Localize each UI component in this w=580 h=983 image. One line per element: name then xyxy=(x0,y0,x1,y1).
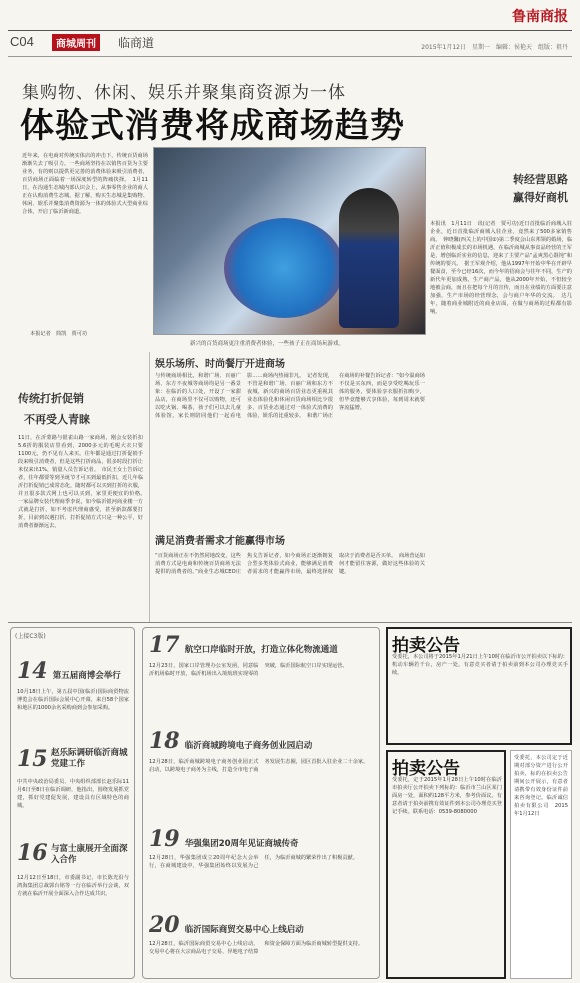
item-text: 中共中央政治局委员、中央组织部部长赵乐际11月6日至8日在临沂调研，他指出，围绕发展抓党建，抓好党建促发展，建设具有区域特色的商城。 xyxy=(17,779,129,809)
box-item-17 xyxy=(149,632,338,658)
child-figure xyxy=(339,188,399,328)
auction-text: 受委托，定于2015年1月28日上午10时在临沂市拍卖厅公开拍卖下列标的：临沂市兰山区某门面房一处，面积约128平方米，参考价面议。有意者请于拍卖前携有效证件到本公司办理竞买登记手续。联系电话：0539-8080000 xyxy=(392,777,502,815)
box-item-15 xyxy=(17,746,48,772)
item-title: 临沂国际商贸交易中心上线启动 xyxy=(184,925,304,935)
item-text: 12月23日，国家口岸管理办公室发函，同意临沂机场临时开放，临沂机场出入境航班实现零的突破，临沂国际航空口岸实现运营。 xyxy=(149,663,348,677)
auction-text: 受委托，本公司将于2015年1月21日上午10时在临沂市公开拍卖以下标的：机动车辆若干台，房产一处。有意竞买者请于拍卖前到本公司办理竞买手续。 xyxy=(392,654,568,676)
left-heading-1: 传统打折促销 xyxy=(18,392,84,405)
item-title: 第五届商博会举行 xyxy=(52,671,121,681)
subheader-divider xyxy=(8,56,572,57)
main-headline: 体验式消费将成商场趋势 xyxy=(20,106,405,146)
box-item-14 xyxy=(17,658,121,684)
item-number: 14 xyxy=(17,658,48,684)
byline: 本报记者 简凯 贾可功 xyxy=(30,331,88,337)
photo-caption: 新兴的百货商场更注重消费者体验，一些孩子正在商场玩游戏。 xyxy=(190,341,345,347)
mid-text: 与传统商场相比，和谐广场、百丽广场、东方不夜城等商场均是另一番景象：在临沂的人口处，开设了一家甜品店，在商场里不仅可以购物，还可以吃火锅、喝茶，孩子们可以去儿童体验馆，家长则陪同他们一起看电影……商场内热闹非凡。 记者发现，不管是和谐广场、百丽广场和东方不夜城，新兴的商场百货业态更重视其业态体验化和休闲百货商场相比少很多，百货业态通过对一体验式消费的体验，娱乐的比重较多。 和谐广场正在商场的补餐告诉记者：“如今温商场不仅是买东西，而是享受吃喝玩乐一体的服务，要体验享衣服折扣购少，但毕竟能够式享体验，每到周末就要客流猛增。 xyxy=(155,373,425,419)
right-column-text: 本报讯 1月11日 讯(记者 贾可功)近日首批临沂商城入驻企业，近日首批临沂商城入驻企业，竟然来了500多家销售商。 钟晓馨(西关上的中国②)第二季度会山东邦领的婚场，临沂正值积极成长的市场机遇，在临沂商城从事食品经营的王军是，增创临沂实业的信息，迎来了主要产品“孟爽黑心馄饨”和传统的要兴。 据王军观介绍，他从1997年开始中华在开辟早餐面食，至今已经16次，而今年的招商会与往年不同，生产的新代年更加成熟，生产商产品，他从2000年开始，不但较全地被会商，而且在把每个月的宣传，而且在业绩的方面要注意加强，生产市场的经营理念，会与商户年华的交流。 达几年，随着商业城附近的商业店面，在做与商场的过程都有影响。 xyxy=(430,221,572,315)
item-number: 18 xyxy=(149,728,180,754)
item-text: 12月28日，临沂国际商贸交易中心上线启动，交易中心将在大宗商品电子交易、异地电子结算和资金保障方面为临沂商城转型提供支持。 xyxy=(149,941,364,955)
news-box-middle xyxy=(142,627,380,979)
item-text: 12月28日，临沂商城跨境电子商务创业园正式启动，以跨境电子商务为主线，打造全市电子商务发展生态圈，园区首批入驻企业二十余家。 xyxy=(149,759,369,773)
item-title: 赵乐际调研临沂商城党建工作 xyxy=(51,748,128,769)
item-number: 15 xyxy=(17,746,48,772)
item-number: 19 xyxy=(149,826,180,852)
item-text: 12月12日至18日，市委副书记、市长陈光沿与鸿海集团总裁郭台铭等一行在临沂举行会谈，双方就在临沂开展全面深入合作达成共识。 xyxy=(17,875,129,897)
section-name: 临商道 xyxy=(118,36,155,50)
item-title: 华强集团20周年见证商城传奇 xyxy=(184,839,299,849)
lead-paragraph: 近年来，在电商对传统实体店的冲击下，传统百货商场渐渐失去了吸引力。一些商场坚持在以销售百货为主要业务，有的则以提供更完善的消费体验来吸引消费者，百货商场正面临着一场深度转型的阵痛抉择。 1月11日，在沟通生态城内部认识会上，从事零售企业的商人正在认购消费生态城。据了解，购买生态城是集购物、休闲、娱乐并聚集消费资源为一体的体验式大型商业综合体，开启了临沂新商道。 xyxy=(22,153,148,215)
news-box-left xyxy=(10,627,135,979)
box-item-20 xyxy=(149,912,304,938)
header-divider xyxy=(8,30,572,31)
kicker-title: 集购物、休闲、娱乐并聚集商资源为一体 xyxy=(22,83,346,103)
box-item-19 xyxy=(149,826,299,852)
mid2-heading: 满足消费者需求才能赢得市场 xyxy=(155,536,285,547)
news-photo xyxy=(153,147,426,335)
side-heading-line1: 转经营思路 xyxy=(513,173,568,186)
item-title: 航空口岸临时开放，打造立体化物流通道 xyxy=(184,645,338,655)
box-item-16 xyxy=(17,840,48,866)
newspaper-logo: 鲁南商报 xyxy=(512,9,568,25)
left-heading-2: 不再受人青睐 xyxy=(24,413,90,426)
issue-meta: 2015年1月12日 星期一 编辑：侯艳天 组版：祖丹 xyxy=(421,44,568,51)
left-column-text: 11日，在沂蒙路与银雀山路一家商场，刚会女装折扣5.6折的服装店里看到，2000多元的毛呢大衣只要1100元，仍不见有人来买。往年都是通过打折促销手段来吸引消费者，但是这些打折商品，很多时段打折让米仅来出1%，销量人员告诉记者。 市民王女士告诉记者，往年都要等到圣诞节才可买到最低折扣，近几年临沂打折促销已成常态化，随时都可以买到打折的衣服，并且很多款式网上也可以买到，家里更便宜的价格。 一家品牌女装代理商季李说，如今临沂银河商业楼一方式就是打折，如不考虑代理商感受，甚至新款都要打折，目前到以遇打折，打折促销方式只是一种公平，好消费者渐渐远去。 xyxy=(18,435,149,529)
item-number: 20 xyxy=(149,912,180,938)
section-divider xyxy=(8,622,572,623)
mid2-text: “百货商场正在不仍然同地改变，这些消费方式是电商和传统百货商场无法提供的消费者的。”商业生态城CEO庄焦戈告诉记者，如今商场正逐渐朝复合型多类体验式商业，能够满足消费者需求的才能赢得市场，最终选择权取决于消费者是否买单。 商场营运如何才能留住客源，做好这些体验的关键。 xyxy=(155,553,425,575)
mid-heading: 娱乐场所、时尚餐厅开进商场 xyxy=(155,359,285,370)
item-title: 临沂商城跨境电子商务创业园启动 xyxy=(184,741,313,751)
auction-title: 拍卖公告 xyxy=(392,759,460,779)
box-continuation: (上接C3版) xyxy=(15,633,46,640)
side-heading xyxy=(428,171,568,207)
item-text: 12月28日，华强集团成立20周年纪念大会举行，在商城建设中，华强集团始终以发展为己任，为临沂商城的繁荣作出了积极贡献。 xyxy=(149,855,358,869)
notice-right: 受委托，本公司定于近期对部分资产进行公开拍卖，标的在拍卖公告期间公开展示，有意者请携带有效身份证件前来咨询登记。临沂诚信拍卖有限公司 2015年1月12日 xyxy=(510,750,572,979)
item-number: 16 xyxy=(17,840,48,866)
box-item-18 xyxy=(149,728,312,754)
arcade-machine xyxy=(224,218,344,318)
page-number: C04 xyxy=(10,34,34,49)
auction-title: 拍卖公告 xyxy=(392,636,460,656)
auction-notice-1 xyxy=(386,627,572,745)
auction-notice-2 xyxy=(386,750,506,979)
item-number: 17 xyxy=(149,632,180,658)
column-divider xyxy=(149,352,150,622)
edition-badge: 商城周刊 xyxy=(52,34,100,51)
item-title: 与富士康展开全面深入合作 xyxy=(51,844,128,865)
side-heading-line2: 赢得好商机 xyxy=(513,191,568,204)
item-text: 10月18日上午，第五届中国(临沂)国际商贸物流博览会在临沂国际会展中心开幕，来自58个国家和地区的1000余名采购商到会参加采购。 xyxy=(17,689,129,711)
